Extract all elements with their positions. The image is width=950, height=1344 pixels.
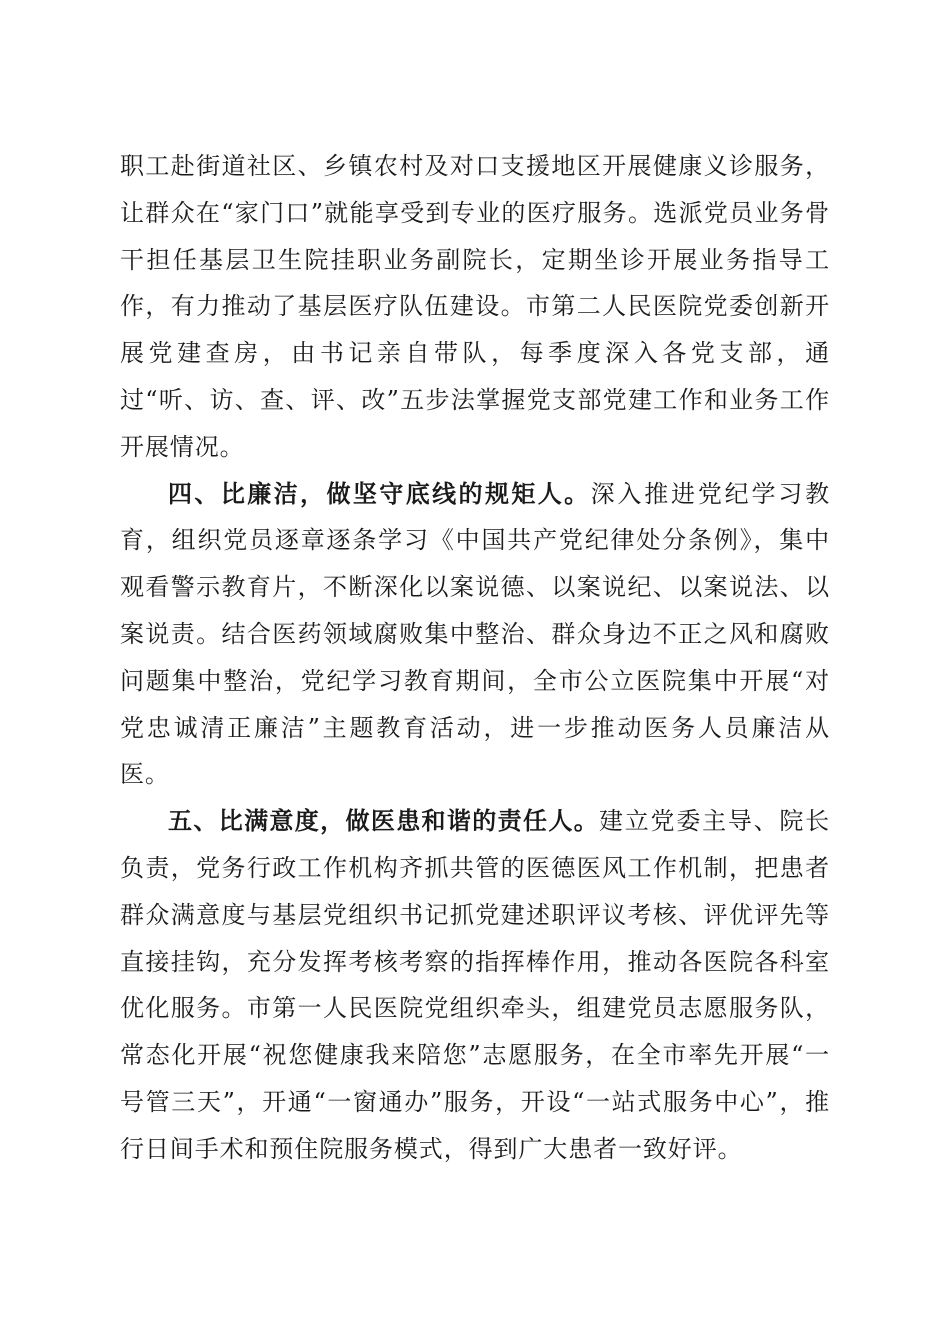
document-body [120, 143, 830, 1173]
paragraph-section-five [120, 798, 830, 1172]
paragraph-body: 职工赴街道社区、乡镇农村及对口支援地区开展健康义诊服务，让群众在“家门口”就能享受到专业的医疗服务。选派党员业务骨干担任基层卫生院挂职业务副院长，定期坐诊开展业务指导工作，有力推动了基层医疗队伍建设。市第二人民医院党委创新开展党建查房，由书记亲自带队，每季度深入各党支部，通过“听、访、查、评、改”五步法掌握党支部党建工作和业务工作开展情况。 [120, 152, 830, 461]
paragraph-continuation [120, 143, 830, 471]
paragraph-section-four [120, 471, 830, 799]
section-five-body: 建立党委主导、院长负责，党务行政工作机构齐抓共管的医德医风工作机制，把患者群众满意度与基层党组织书记抓党建述职评议考核、评优评先等直接挂钩，充分发挥考核考察的指挥棒作用，推动各医院各科室优化服务。市第一人民医院党组织牵头，组建党员志愿服务队，常态化开展“祝您健康我来陪您”志愿服务，在全市率先开展“一号管三天”，开通“一窗通办”服务，开设“一站式服务中心”，推行日间手术和预住院服务模式，得到广大患者一致好评。 [120, 807, 830, 1163]
section-four-body: 深入推进党纪学习教育，组织党员逐章逐条学习《中国共产党纪律处分条例》，集中观看警示教育片，不断深化以案说德、以案说纪、以案说法、以案说责。结合医药领域腐败集中整治、群众身边不正之风和腐败问题集中整治，党纪学习教育期间，全市公立医院集中开展“对党忠诚清正廉洁”主题教育活动，进一步推动医务人员廉洁从医。 [120, 479, 830, 789]
section-four-heading: 四、比廉洁，做坚守底线的规矩人。 [168, 479, 591, 508]
section-five-heading: 五、比满意度，做医患和谐的责任人。 [168, 807, 600, 836]
